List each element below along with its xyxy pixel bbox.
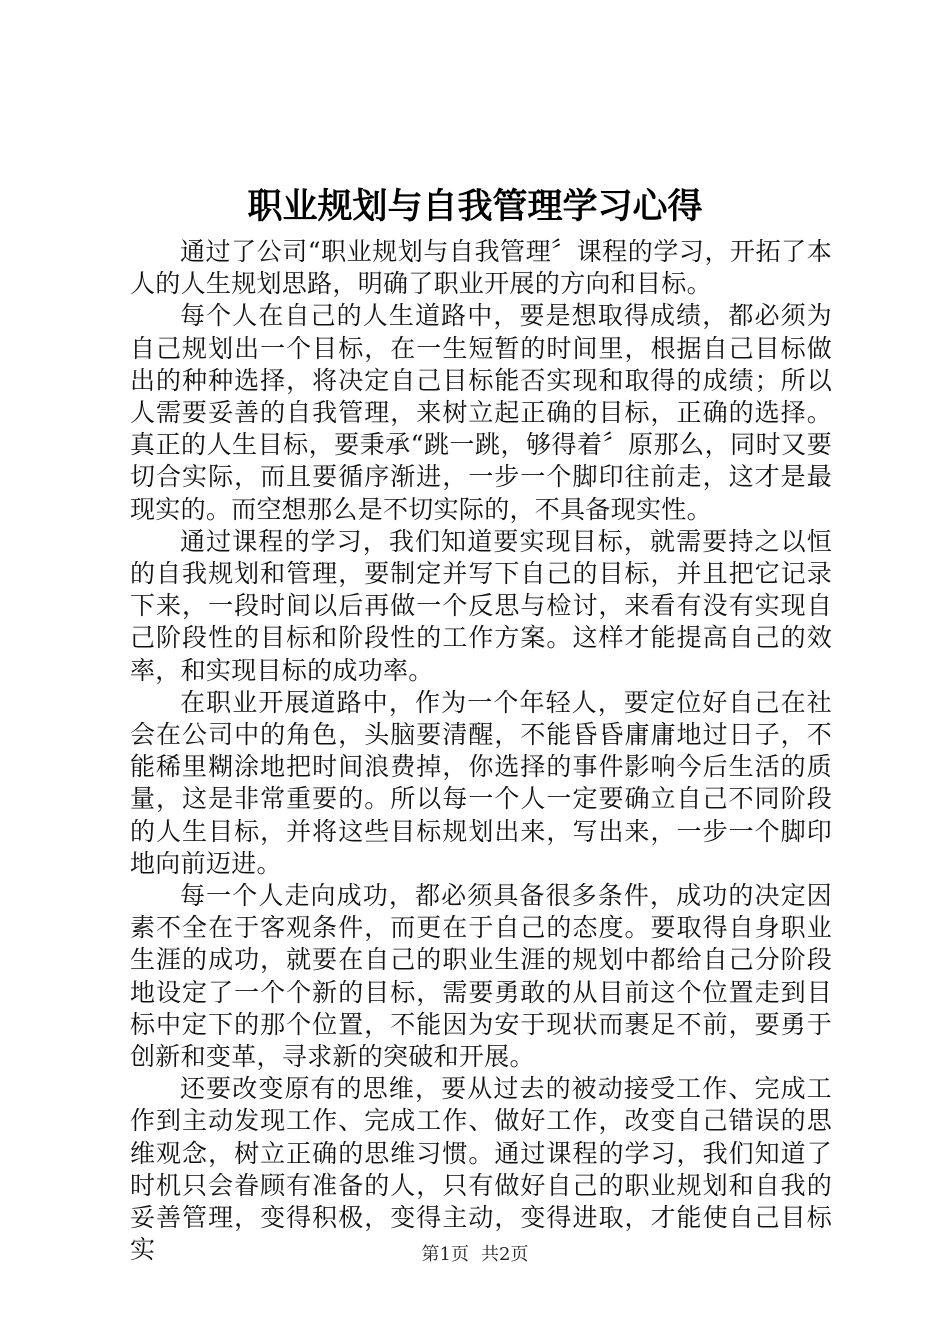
- page-footer: [0, 1243, 950, 1267]
- page-number: 第1页: [421, 1244, 469, 1265]
- paragraph: 每个人在自己的人生道路中，要是想取得成绩，都必须为自己规划出一个目标，在一生短暂的时间里，根据自己目标做出的种种选择，将决定自己目标能否实现和取得的成绩；所以人需要妥善的自我管理，来树立起正确的目标，正确的选择。真正的人生目标，要秉承“跳一跳，够得着〞原那么，同时又要切合实际，而且要循序渐进，一步一个脚印往前走，这才是最现实的。而空想那么是不切实际的，不具备现实性。: [130, 301, 832, 524]
- paragraph: 在职业开展道路中，作为一个年轻人，要定位好自己在社会在公司中的角色，头脑要清醒，不能昏昏庸庸地过日子，不能稀里糊涂地把时间浪费掉，你选择的事件影响今后生活的质量，这是非常重要的。所以每一个人一定要确立自己不同阶段的人生目标，并将这些目标规划出来，写出来，一步一个脚印地向前迈进。: [130, 687, 832, 878]
- paragraph: 还要改变原有的思维，要从过去的被动接受工作、完成工作到主动发现工作、完成工作、做好工作，改变自己错误的思维观念，树立正确的思维习惯。通过课程的学习，我们知道了时机只会眷顾有准备的人，只有做好自己的职业规划和自我的妥善管理，变得积极，变得主动，变得进取，才能使自己目标实: [130, 1074, 832, 1265]
- page-total: 共2页: [481, 1244, 529, 1265]
- document-title: 职业规划与自我管理学习心得: [247, 187, 703, 227]
- document-body: [130, 236, 832, 1267]
- paragraph: 通过了公司“职业规划与自我管理〞课程的学习，开拓了本人的人生规划思路，明确了职业开展的方向和目标。: [130, 237, 832, 299]
- paragraph: 通过课程的学习，我们知道要实现目标，就需要持之以恒的自我规划和管理，要制定并写下自己的目标，并且把它记录下来，一段时间以后再做一个反思与检讨，来看有没有实现自己阶段性的目标和阶段性的工作方案。这样才能提高自己的效率，和实现目标的成功率。: [130, 526, 832, 685]
- paragraph: 每一个人走向成功，都必须具备很多条件，成功的决定因素不全在于客观条件，而更在于自己的态度。要取得自身职业生涯的成功，就要在自己的职业生涯的规划中都给自己分阶段地设定了一个个新的目标，需要勇敢的从目前这个位置走到目标中定下的那个位置，不能因为安于现状而裹足不前，要勇于创新和变革，寻求新的突破和开展。: [130, 881, 832, 1072]
